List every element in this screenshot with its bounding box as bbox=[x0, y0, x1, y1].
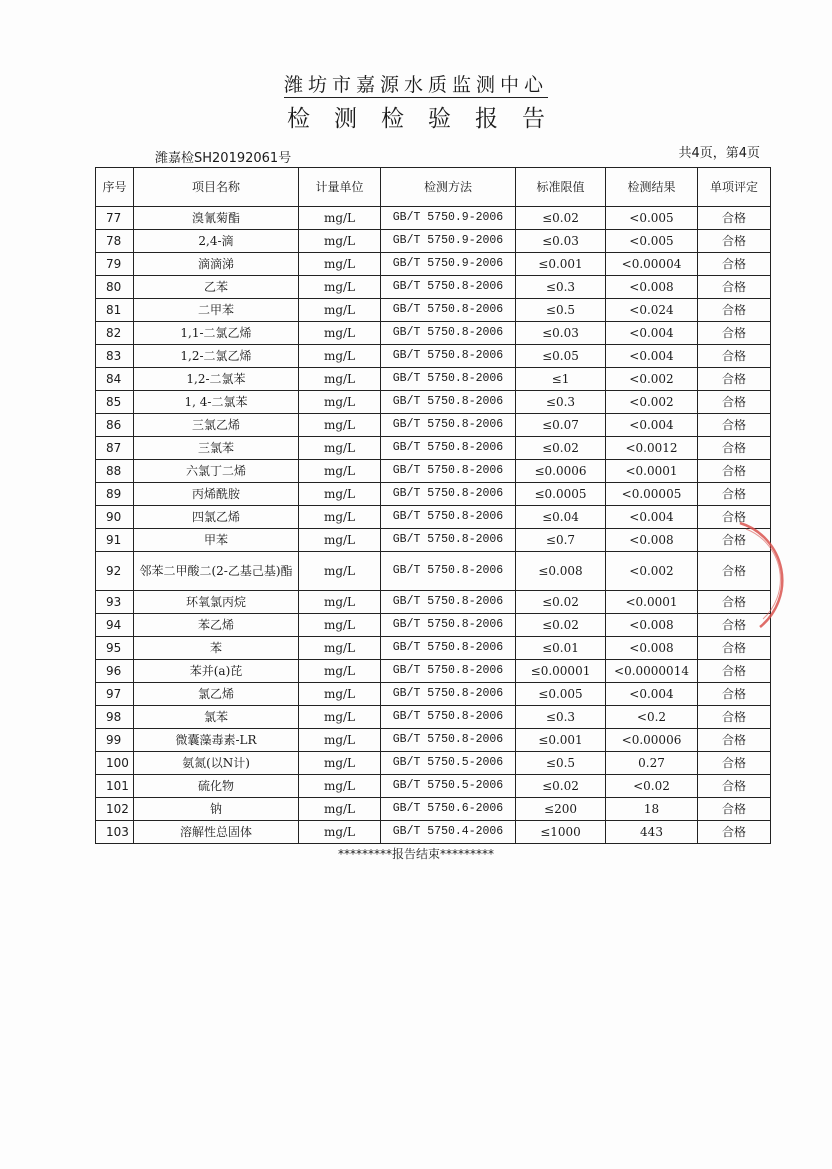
table-row bbox=[96, 660, 771, 683]
unit: mg/L bbox=[299, 391, 381, 414]
row-number: 94 bbox=[96, 614, 134, 637]
column-header: 标准限值 bbox=[516, 168, 606, 207]
table-row bbox=[96, 552, 771, 591]
test-result: <0.00005 bbox=[606, 483, 698, 506]
test-method: GB/T 5750.8-2006 bbox=[381, 483, 516, 506]
standard-limit: ≤0.5 bbox=[516, 299, 606, 322]
test-result: <0.008 bbox=[606, 637, 698, 660]
evaluation: 合格 bbox=[698, 752, 771, 775]
test-result: 18 bbox=[606, 798, 698, 821]
item-name: 氯苯 bbox=[134, 706, 299, 729]
row-number: 91 bbox=[96, 529, 134, 552]
row-number: 82 bbox=[96, 322, 134, 345]
item-name: 溶解性总固体 bbox=[134, 821, 299, 844]
evaluation: 合格 bbox=[698, 368, 771, 391]
row-number: 103 bbox=[96, 821, 134, 844]
test-result: <0.004 bbox=[606, 345, 698, 368]
evaluation: 合格 bbox=[698, 230, 771, 253]
item-name: 乙苯 bbox=[134, 276, 299, 299]
table-row bbox=[96, 230, 771, 253]
evaluation: 合格 bbox=[698, 821, 771, 844]
test-method: GB/T 5750.5-2006 bbox=[381, 775, 516, 798]
unit: mg/L bbox=[299, 299, 381, 322]
test-method: GB/T 5750.8-2006 bbox=[381, 729, 516, 752]
table-row bbox=[96, 368, 771, 391]
unit: mg/L bbox=[299, 460, 381, 483]
item-name: 2,4-滴 bbox=[134, 230, 299, 253]
item-name: 邻苯二甲酸二(2-乙基己基)酯 bbox=[134, 552, 299, 591]
row-number: 100 bbox=[96, 752, 134, 775]
evaluation: 合格 bbox=[698, 591, 771, 614]
item-name: 苯并(a)芘 bbox=[134, 660, 299, 683]
table-row bbox=[96, 276, 771, 299]
table-row bbox=[96, 775, 771, 798]
test-result: <0.0000014 bbox=[606, 660, 698, 683]
table-row bbox=[96, 322, 771, 345]
evaluation: 合格 bbox=[698, 207, 771, 230]
test-method: GB/T 5750.9-2006 bbox=[381, 207, 516, 230]
unit: mg/L bbox=[299, 414, 381, 437]
evaluation: 合格 bbox=[698, 775, 771, 798]
standard-limit: ≤0.01 bbox=[516, 637, 606, 660]
unit: mg/L bbox=[299, 276, 381, 299]
standard-limit: ≤0.0005 bbox=[516, 483, 606, 506]
row-number: 85 bbox=[96, 391, 134, 414]
standard-limit: ≤0.03 bbox=[516, 230, 606, 253]
standard-limit: ≤1000 bbox=[516, 821, 606, 844]
row-number: 95 bbox=[96, 637, 134, 660]
test-result: <0.0012 bbox=[606, 437, 698, 460]
standard-limit: ≤0.001 bbox=[516, 253, 606, 276]
standard-limit: ≤0.05 bbox=[516, 345, 606, 368]
evaluation: 合格 bbox=[698, 552, 771, 591]
test-method: GB/T 5750.6-2006 bbox=[381, 798, 516, 821]
table-row bbox=[96, 614, 771, 637]
unit: mg/L bbox=[299, 775, 381, 798]
test-method: GB/T 5750.8-2006 bbox=[381, 637, 516, 660]
column-header: 单项评定 bbox=[698, 168, 771, 207]
item-name: 四氯乙烯 bbox=[134, 506, 299, 529]
row-number: 88 bbox=[96, 460, 134, 483]
unit: mg/L bbox=[299, 752, 381, 775]
test-method: GB/T 5750.9-2006 bbox=[381, 253, 516, 276]
standard-limit: ≤0.02 bbox=[516, 614, 606, 637]
test-method: GB/T 5750.8-2006 bbox=[381, 345, 516, 368]
evaluation: 合格 bbox=[698, 529, 771, 552]
evaluation: 合格 bbox=[698, 391, 771, 414]
evaluation: 合格 bbox=[698, 299, 771, 322]
item-name: 硫化物 bbox=[134, 775, 299, 798]
table-row bbox=[96, 414, 771, 437]
test-method: GB/T 5750.8-2006 bbox=[381, 506, 516, 529]
table-row bbox=[96, 706, 771, 729]
test-method: GB/T 5750.4-2006 bbox=[381, 821, 516, 844]
standard-limit: ≤0.008 bbox=[516, 552, 606, 591]
unit: mg/L bbox=[299, 591, 381, 614]
organization-name: 潍坊市嘉源水质监测中心 bbox=[283, 74, 548, 96]
unit: mg/L bbox=[299, 345, 381, 368]
test-method: GB/T 5750.8-2006 bbox=[381, 460, 516, 483]
test-result: <0.00006 bbox=[606, 729, 698, 752]
row-number: 101 bbox=[96, 775, 134, 798]
test-result: <0.0001 bbox=[606, 460, 698, 483]
test-method: GB/T 5750.8-2006 bbox=[381, 614, 516, 637]
test-method: GB/T 5750.8-2006 bbox=[381, 591, 516, 614]
test-result: <0.004 bbox=[606, 506, 698, 529]
unit: mg/L bbox=[299, 207, 381, 230]
test-result: <0.005 bbox=[606, 230, 698, 253]
evaluation: 合格 bbox=[698, 253, 771, 276]
row-number: 86 bbox=[96, 414, 134, 437]
test-method: GB/T 5750.8-2006 bbox=[381, 322, 516, 345]
row-number: 92 bbox=[96, 552, 134, 591]
standard-limit: ≤0.02 bbox=[516, 437, 606, 460]
table-row bbox=[96, 529, 771, 552]
table-body bbox=[96, 207, 771, 844]
unit: mg/L bbox=[299, 637, 381, 660]
row-number: 78 bbox=[96, 230, 134, 253]
column-header: 检测方法 bbox=[381, 168, 516, 207]
test-method: GB/T 5750.8-2006 bbox=[381, 391, 516, 414]
item-name: 二甲苯 bbox=[134, 299, 299, 322]
unit: mg/L bbox=[299, 483, 381, 506]
unit: mg/L bbox=[299, 322, 381, 345]
unit: mg/L bbox=[299, 552, 381, 591]
test-result: <0.002 bbox=[606, 391, 698, 414]
test-result: <0.004 bbox=[606, 322, 698, 345]
row-number: 90 bbox=[96, 506, 134, 529]
standard-limit: ≤0.3 bbox=[516, 276, 606, 299]
standard-limit: ≤0.3 bbox=[516, 706, 606, 729]
test-result: <0.004 bbox=[606, 414, 698, 437]
table-row bbox=[96, 752, 771, 775]
test-result: 0.27 bbox=[606, 752, 698, 775]
standard-limit: ≤1 bbox=[516, 368, 606, 391]
table-row bbox=[96, 683, 771, 706]
test-method: GB/T 5750.8-2006 bbox=[381, 299, 516, 322]
item-name: 钠 bbox=[134, 798, 299, 821]
evaluation: 合格 bbox=[698, 729, 771, 752]
test-method: GB/T 5750.8-2006 bbox=[381, 660, 516, 683]
table-row bbox=[96, 207, 771, 230]
unit: mg/L bbox=[299, 660, 381, 683]
row-number: 102 bbox=[96, 798, 134, 821]
unit: mg/L bbox=[299, 437, 381, 460]
item-name: 1,1-二氯乙烯 bbox=[134, 322, 299, 345]
standard-limit: ≤0.03 bbox=[516, 322, 606, 345]
row-number: 80 bbox=[96, 276, 134, 299]
item-name: 甲苯 bbox=[134, 529, 299, 552]
row-number: 89 bbox=[96, 483, 134, 506]
evaluation: 合格 bbox=[698, 345, 771, 368]
evaluation: 合格 bbox=[698, 637, 771, 660]
item-name: 1,2-二氯苯 bbox=[134, 368, 299, 391]
item-name: 氨氮(以N计) bbox=[134, 752, 299, 775]
test-result: <0.024 bbox=[606, 299, 698, 322]
row-number: 96 bbox=[96, 660, 134, 683]
test-result: <0.004 bbox=[606, 683, 698, 706]
row-number: 81 bbox=[96, 299, 134, 322]
unit: mg/L bbox=[299, 368, 381, 391]
test-result: <0.002 bbox=[606, 552, 698, 591]
unit: mg/L bbox=[299, 529, 381, 552]
item-name: 丙烯酰胺 bbox=[134, 483, 299, 506]
item-name: 苯乙烯 bbox=[134, 614, 299, 637]
row-number: 77 bbox=[96, 207, 134, 230]
table-row bbox=[96, 391, 771, 414]
evaluation: 合格 bbox=[698, 683, 771, 706]
report-end-line: *********报告结束********* bbox=[337, 847, 494, 861]
item-name: 三氯苯 bbox=[134, 437, 299, 460]
standard-limit: ≤0.5 bbox=[516, 752, 606, 775]
unit: mg/L bbox=[299, 614, 381, 637]
standard-limit: ≤0.3 bbox=[516, 391, 606, 414]
test-method: GB/T 5750.8-2006 bbox=[381, 706, 516, 729]
item-name: 苯 bbox=[134, 637, 299, 660]
test-result: <0.2 bbox=[606, 706, 698, 729]
table-row bbox=[96, 483, 771, 506]
unit: mg/L bbox=[299, 506, 381, 529]
test-result: <0.008 bbox=[606, 276, 698, 299]
unit: mg/L bbox=[299, 683, 381, 706]
item-name: 氯乙烯 bbox=[134, 683, 299, 706]
test-result: 443 bbox=[606, 821, 698, 844]
evaluation: 合格 bbox=[698, 798, 771, 821]
item-name: 六氯丁二烯 bbox=[134, 460, 299, 483]
standard-limit: ≤0.02 bbox=[516, 591, 606, 614]
test-result: <0.00004 bbox=[606, 253, 698, 276]
test-result: <0.02 bbox=[606, 775, 698, 798]
standard-limit: ≤200 bbox=[516, 798, 606, 821]
column-header: 计量单位 bbox=[299, 168, 381, 207]
test-method: GB/T 5750.5-2006 bbox=[381, 752, 516, 775]
item-name: 微囊藻毒素-LR bbox=[134, 729, 299, 752]
unit: mg/L bbox=[299, 821, 381, 844]
evaluation: 合格 bbox=[698, 322, 771, 345]
unit: mg/L bbox=[299, 798, 381, 821]
test-method: GB/T 5750.8-2006 bbox=[381, 276, 516, 299]
row-number: 83 bbox=[96, 345, 134, 368]
standard-limit: ≤0.07 bbox=[516, 414, 606, 437]
test-method: GB/T 5750.8-2006 bbox=[381, 552, 516, 591]
test-method: GB/T 5750.8-2006 bbox=[381, 683, 516, 706]
evaluation: 合格 bbox=[698, 460, 771, 483]
standard-limit: ≤0.7 bbox=[516, 529, 606, 552]
standard-limit: ≤0.02 bbox=[516, 775, 606, 798]
test-method: GB/T 5750.8-2006 bbox=[381, 529, 516, 552]
table-row bbox=[96, 591, 771, 614]
test-result: <0.0001 bbox=[606, 591, 698, 614]
column-header: 序号 bbox=[96, 168, 134, 207]
table-row bbox=[96, 729, 771, 752]
item-name: 1,2-二氯乙烯 bbox=[134, 345, 299, 368]
table-row bbox=[96, 345, 771, 368]
test-result: <0.005 bbox=[606, 207, 698, 230]
test-method: GB/T 5750.8-2006 bbox=[381, 414, 516, 437]
standard-limit: ≤0.02 bbox=[516, 207, 606, 230]
evaluation: 合格 bbox=[698, 414, 771, 437]
evaluation: 合格 bbox=[698, 506, 771, 529]
item-name: 1, 4-二氯苯 bbox=[134, 391, 299, 414]
row-number: 84 bbox=[96, 368, 134, 391]
row-number: 98 bbox=[96, 706, 134, 729]
item-name: 环氧氯丙烷 bbox=[134, 591, 299, 614]
unit: mg/L bbox=[299, 729, 381, 752]
table-row bbox=[96, 299, 771, 322]
test-method: GB/T 5750.8-2006 bbox=[381, 437, 516, 460]
standard-limit: ≤0.0006 bbox=[516, 460, 606, 483]
test-method: GB/T 5750.9-2006 bbox=[381, 230, 516, 253]
table-header-row bbox=[96, 168, 771, 207]
evaluation: 合格 bbox=[698, 276, 771, 299]
item-name: 溴氰菊酯 bbox=[134, 207, 299, 230]
item-name: 三氯乙烯 bbox=[134, 414, 299, 437]
row-number: 79 bbox=[96, 253, 134, 276]
unit: mg/L bbox=[299, 706, 381, 729]
table-row bbox=[96, 821, 771, 844]
evaluation: 合格 bbox=[698, 437, 771, 460]
standard-limit: ≤0.005 bbox=[516, 683, 606, 706]
test-result: <0.008 bbox=[606, 529, 698, 552]
item-name: 滴滴涕 bbox=[134, 253, 299, 276]
test-method: GB/T 5750.8-2006 bbox=[381, 368, 516, 391]
table-row bbox=[96, 460, 771, 483]
organization-title bbox=[0, 70, 832, 97]
row-number: 93 bbox=[96, 591, 134, 614]
table-row bbox=[96, 437, 771, 460]
unit: mg/L bbox=[299, 230, 381, 253]
table-row bbox=[96, 506, 771, 529]
evaluation: 合格 bbox=[698, 660, 771, 683]
row-number: 97 bbox=[96, 683, 134, 706]
results-table bbox=[95, 167, 771, 844]
table-row bbox=[96, 637, 771, 660]
standard-limit: ≤0.04 bbox=[516, 506, 606, 529]
page-info: 共4页，第4页 bbox=[678, 146, 760, 161]
evaluation: 合格 bbox=[698, 614, 771, 637]
table-row bbox=[96, 798, 771, 821]
row-number: 99 bbox=[96, 729, 134, 752]
evaluation: 合格 bbox=[698, 483, 771, 506]
column-header: 项目名称 bbox=[134, 168, 299, 207]
standard-limit: ≤0.00001 bbox=[516, 660, 606, 683]
unit: mg/L bbox=[299, 253, 381, 276]
test-result: <0.008 bbox=[606, 614, 698, 637]
table-row bbox=[96, 253, 771, 276]
standard-limit: ≤0.001 bbox=[516, 729, 606, 752]
row-number: 87 bbox=[96, 437, 134, 460]
report-number: 潍嘉检SH20192061号 bbox=[155, 151, 292, 166]
report-title: 检测检验报告 bbox=[287, 106, 569, 132]
column-header: 检测结果 bbox=[606, 168, 698, 207]
evaluation: 合格 bbox=[698, 706, 771, 729]
test-result: <0.002 bbox=[606, 368, 698, 391]
